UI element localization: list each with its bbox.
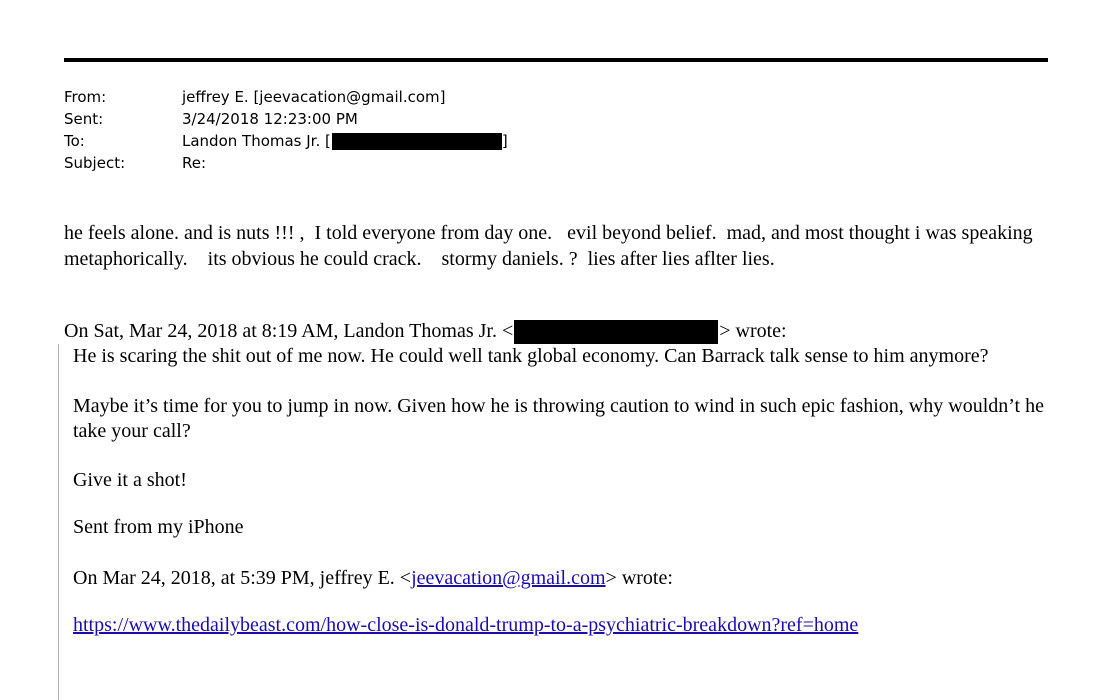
article-link-row (73, 613, 1053, 638)
from-label: From: (64, 88, 107, 106)
from-value: jeffrey E. [jeevacation@gmail.com] (182, 88, 446, 106)
message-body: he feels alone. and is nuts !!! , I told everyone from day one. evil beyond belief. mad, and most thought i was speaking metaphorically. its obvious he could crack. stormy daniels. ? lies after lies aflter lies. (64, 222, 1038, 270)
subject-label: Subject: (64, 154, 126, 172)
redaction-box (332, 133, 502, 150)
nested-attr-suffix: > wrote: (605, 567, 673, 589)
quoted-signature: Sent from my iPhone (73, 516, 244, 538)
top-divider (64, 58, 1048, 62)
to-row (64, 130, 508, 152)
sent-label: Sent: (64, 110, 104, 128)
to-label: To: (64, 132, 85, 150)
quoted-paragraph: He is scaring the shit out of me now. He could well tank global economy. Can Barrack talk sense to him anymore? (73, 345, 989, 367)
subject-value: Re: (182, 154, 207, 172)
attribution-prefix: On Sat, Mar 24, 2018 at 8:19 AM, Landon Thomas Jr. < (64, 320, 514, 342)
quote-attribution (64, 318, 787, 344)
quoted-paragraph: Maybe it’s time for you to jump in now. Given how he is throwing caution to wind in such epic fashion, why wouldn’t he take your call? (73, 395, 1044, 442)
nested-attribution (73, 566, 1053, 591)
to-value-suffix: ] (501, 132, 508, 150)
quoted-message (73, 344, 1053, 638)
from-row (64, 86, 508, 108)
sent-value: 3/24/2018 12:23:00 PM (182, 110, 358, 128)
redaction-box (514, 320, 718, 344)
article-link[interactable]: https://www.thedailybeast.com/how-close-is-donald-trump-to-a-psychiatric-breakdown?ref=home (73, 614, 859, 636)
attribution-suffix: > wrote: (719, 320, 787, 342)
quoted-paragraph: Give it a shot! (73, 469, 187, 491)
sent-row (64, 108, 508, 130)
subject-row (64, 152, 508, 174)
email-link[interactable]: jeevacation@gmail.com (411, 567, 606, 589)
quote-bar (58, 344, 59, 700)
email-header (64, 86, 508, 174)
nested-attr-prefix: On Mar 24, 2018, at 5:39 PM, jeffrey E. < (73, 567, 412, 589)
to-value: Landon Thomas Jr. [ (182, 132, 331, 150)
